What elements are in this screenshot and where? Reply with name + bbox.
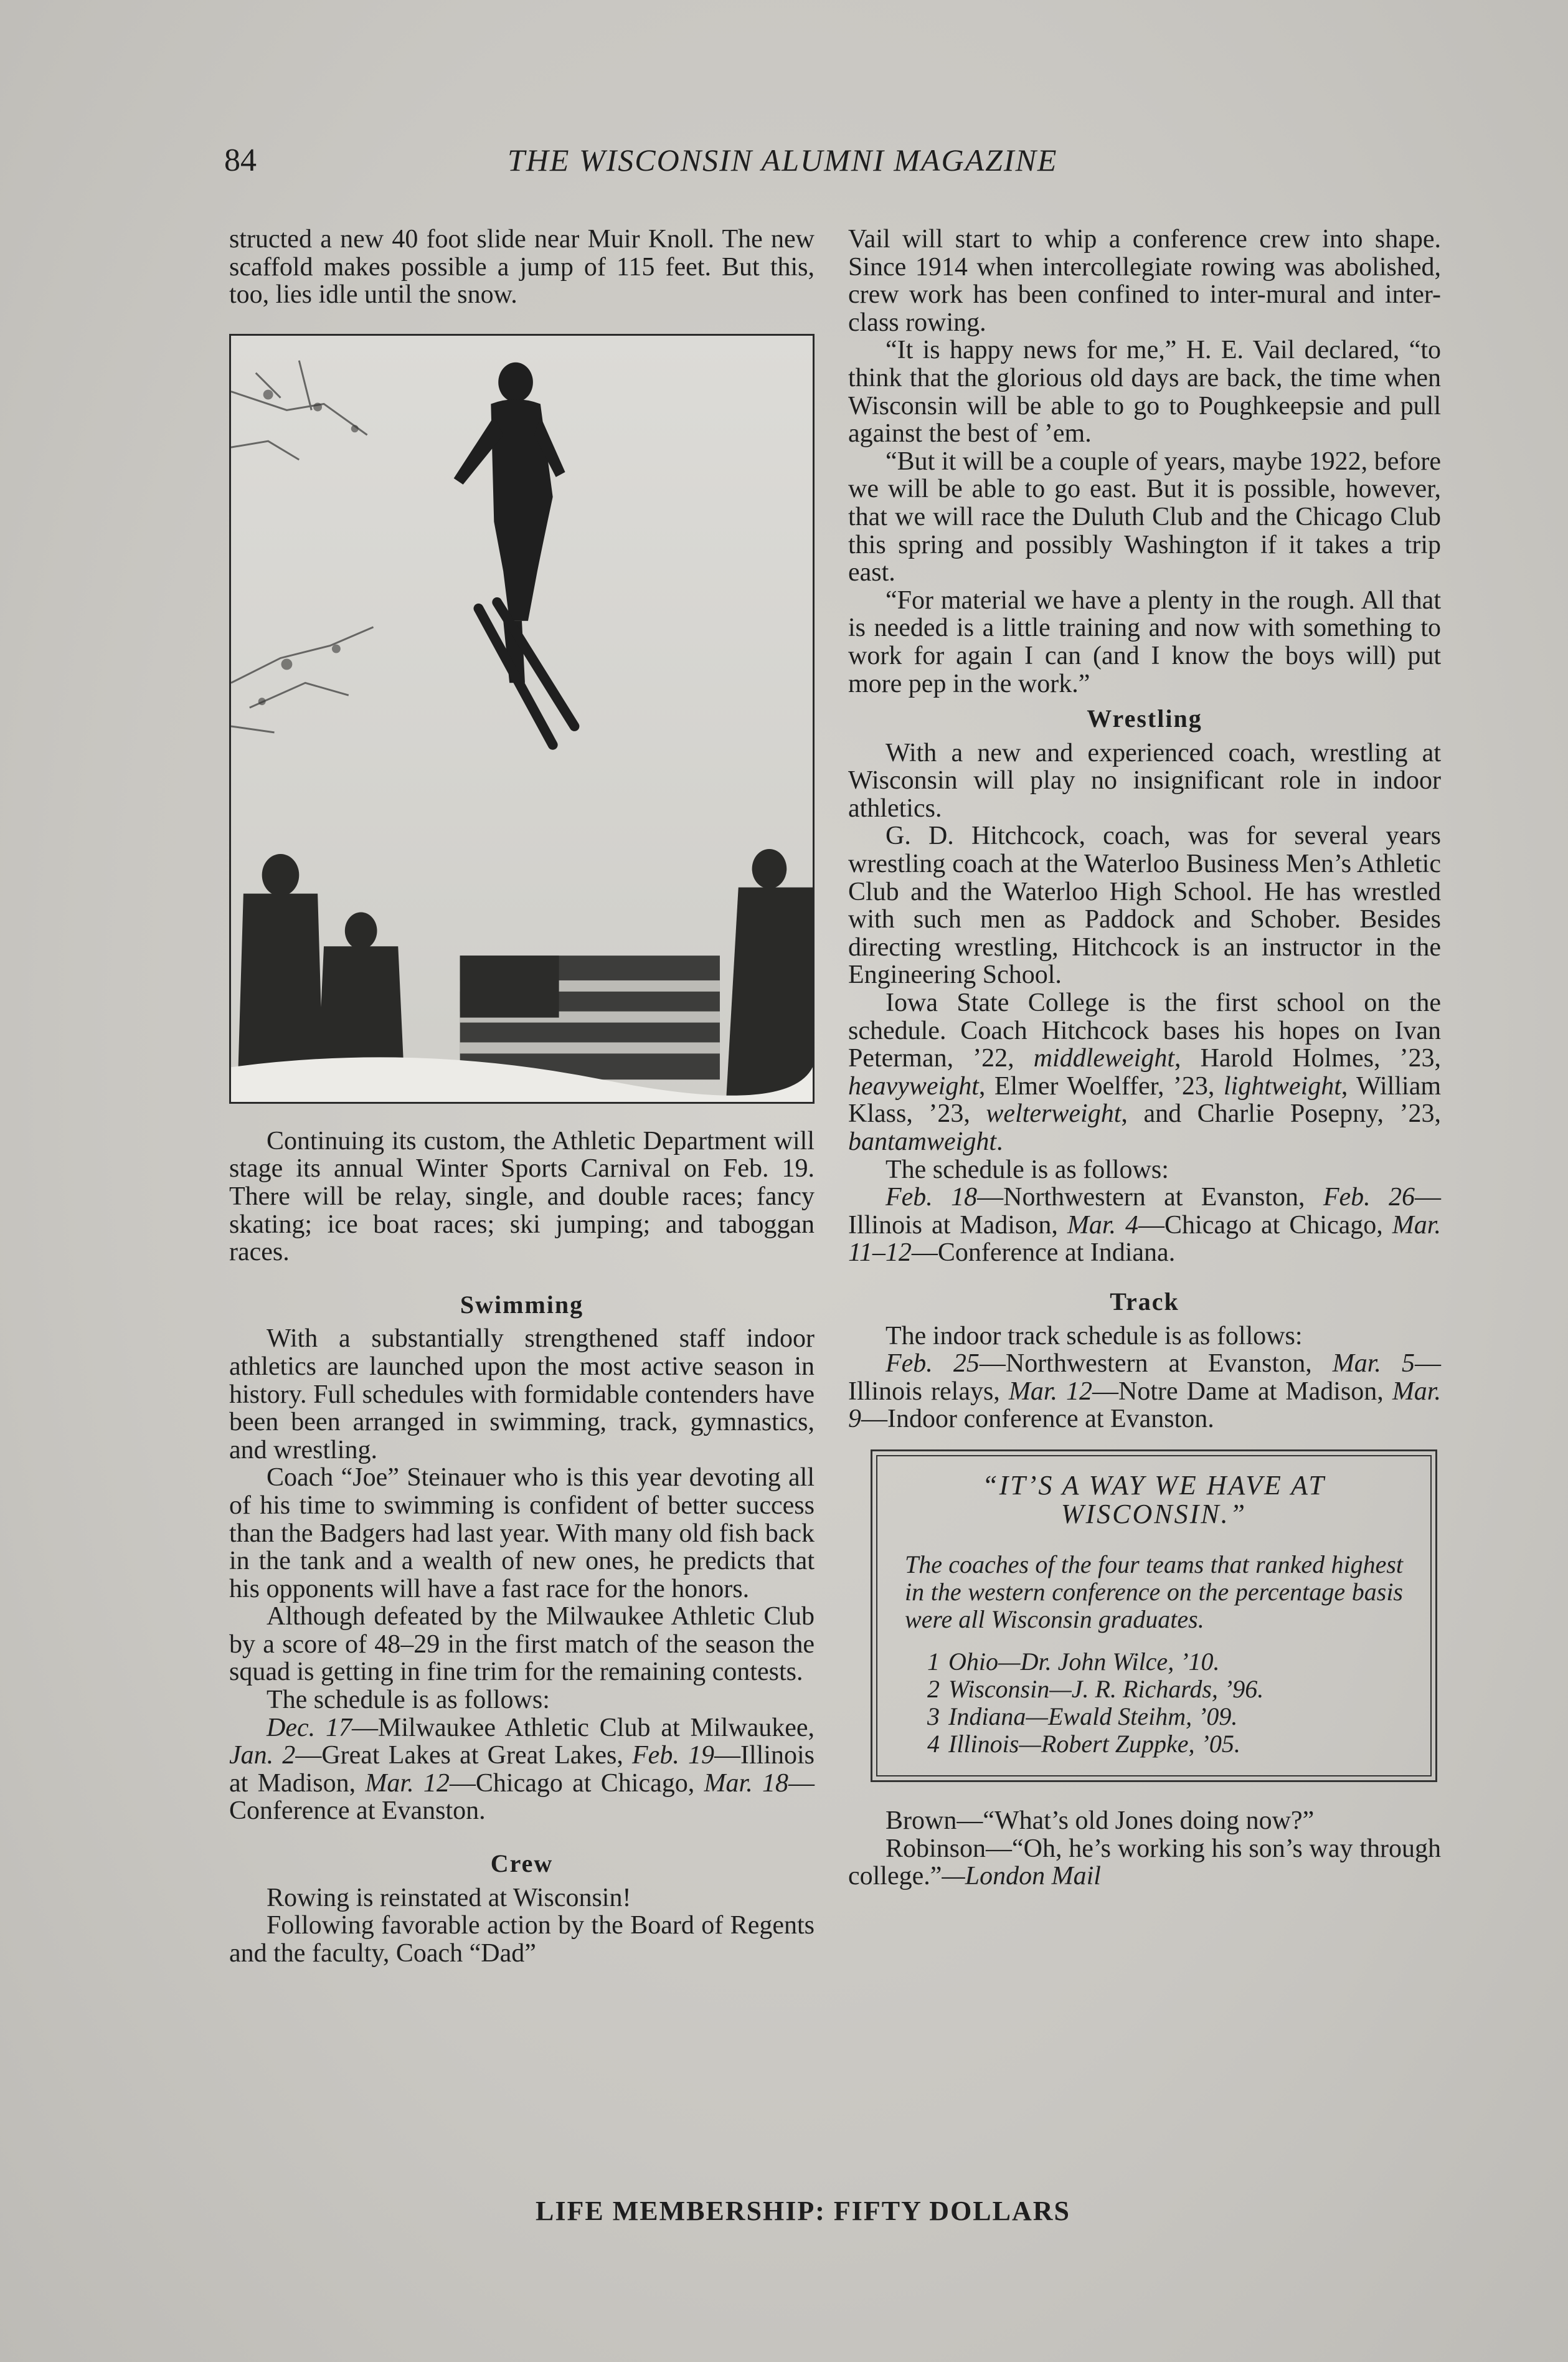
swimming-paragraph-1: With a substantially strengthened staff indoor athletics are launched upon the most active season in history. Full schedules with formidable contenders have been been arranged in swimming, track, gymnastics, and wrestling. (229, 1324, 815, 1464)
left-column (229, 225, 815, 1967)
wp3-f: lightweight (1223, 1071, 1341, 1101)
crew-paragraph-1: Rowing is reinstated at Wisconsin! (267, 1883, 631, 1912)
coach-text: Ohio—Dr. John Wilce, ’10. (948, 1647, 1220, 1676)
swim-event-5: —Conference at Evanston. (229, 1768, 815, 1826)
crew-heading: Crew (490, 1849, 554, 1878)
swim-event-3: —Illinois at Madison, (229, 1741, 815, 1798)
wrestle-date-3: Mar. 4 (1067, 1210, 1139, 1240)
swimming-schedule (229, 1714, 815, 1825)
ski-jumper-image (231, 336, 813, 1102)
track-event-2: —Illinois relays, (848, 1349, 1441, 1406)
carnival-paragraph: Continuing its custom, the Athletic Department will stage its annual Winter Sports Carnival on Feb. 19. There will be relay, single, and double races; fancy skating; ice boat races; ski jumping; and taboggan races. (229, 1126, 815, 1267)
swim-date-3: Feb. 19 (632, 1741, 714, 1770)
magazine-title: THE WISCONSIN ALUMNI MAGAZINE (508, 143, 1058, 178)
joke-line-2 (848, 1835, 1441, 1890)
wisconsin-coaches-box (871, 1449, 1437, 1782)
page-header (224, 142, 1457, 186)
wp3-b: middleweight (1033, 1044, 1175, 1073)
wp3-c: , Harold Holmes, ’23, (1174, 1044, 1441, 1073)
swim-date-5: Mar. 18 (704, 1768, 789, 1798)
track-schedule (848, 1350, 1441, 1433)
coach-rank: 3 (927, 1702, 940, 1730)
track-date-2: Mar. 5 (1332, 1349, 1415, 1378)
wp3-e: , Elmer Woelffer, ’23, (978, 1071, 1224, 1101)
track-paragraph-1: The indoor track schedule is as follows: (886, 1321, 1303, 1350)
wp3-h: welterweight (986, 1099, 1122, 1129)
wrestling-schedule-intro: The schedule is as follows: (886, 1155, 1169, 1184)
vail-quote-2: “But it will be a couple of years, maybe 1922, before we will be able to go east. But it is possible, however, that we will race the Duluth Club and the Chicago Club this spring and possibly Washington if it takes a trip east. (848, 447, 1441, 587)
coach-item (927, 1730, 1403, 1758)
swimming-schedule-intro: The schedule is as follows: (267, 1686, 550, 1715)
wrestling-paragraph-1: With a new and experienced coach, wrestling at Wisconsin will play no insignificant role in indoor athletics. (848, 738, 1441, 823)
wp3-g: , William Klass, ’23, (848, 1071, 1442, 1129)
intro-paragraph: structed a new 40 foot slide near Muir Knoll. The new scaffold makes possible a jump of 115 feet. But this, too, lies idle until the snow. (229, 225, 815, 310)
track-date-1: Feb. 25 (886, 1349, 980, 1378)
crew-paragraph-2: Following favorable action by the Board of Regents and the faculty, Coach “Dad” (229, 1911, 815, 1968)
joke-source: —London Mail (942, 1862, 1101, 1891)
swim-date-4: Mar. 12 (365, 1768, 450, 1798)
coach-rank: 2 (927, 1674, 940, 1703)
track-event-1: —Northwestern at Evanston, (979, 1349, 1333, 1378)
wrestle-date-2: Feb. 26 (1323, 1183, 1415, 1212)
coach-item (927, 1703, 1403, 1730)
wrestle-date-4: Mar. 11–12 (848, 1210, 1441, 1268)
swimming-paragraph-2: Coach “Joe” Steinauer who is this year devoting all of his time to swimming is confident of better success than the Badgers had last year. With many old fish back in the tank and a wealth of new ones, he predicts that his opponents will have a fast race for the honors. (229, 1463, 815, 1603)
page-footer: LIFE MEMBERSHIP: FIFTY DOLLARS (536, 2196, 1071, 2226)
wrestling-heading: Wrestling (1087, 704, 1202, 733)
swim-event-2: —Great Lakes at Great Lakes, (295, 1741, 633, 1770)
wp3-j: bantamweight (848, 1127, 996, 1156)
coach-text: Indiana—Ewald Steihm, ’09. (948, 1702, 1238, 1730)
joke-line-2-text: Robinson—“Oh, he’s working his son’s way through college.” (848, 1834, 1441, 1891)
vail-quote-1: “It is happy news for me,” H. E. Vail declared, “to think that the glorious old days are back, the time when Wisconsin will be able to go to Poughkeepsie and pull against the best of ’em. (848, 336, 1441, 448)
wrestle-event-3: —Chicago at Chicago, (1138, 1210, 1392, 1240)
coach-rank: 1 (927, 1647, 940, 1676)
coach-item (927, 1648, 1403, 1676)
swimming-heading: Swimming (460, 1290, 584, 1319)
wp3-i: , and Charlie Posepny, ’23, (1121, 1099, 1441, 1129)
ski-jump-photo (229, 334, 815, 1104)
crew-continuation: Vail will start to whip a conference crew into shape. Since 1914 when intercollegiate rowing was abolished, crew work has been confined to inter-mural and inter-class rowing. (848, 225, 1441, 337)
track-date-3: Mar. 12 (1008, 1377, 1093, 1406)
wisconsin-coaches-box-inner (876, 1455, 1432, 1776)
wrestling-paragraph-3 (848, 989, 1441, 1156)
coach-item (927, 1676, 1403, 1703)
wrestle-event-4: —Conference at Indiana. (911, 1238, 1176, 1268)
wrestling-schedule (848, 1183, 1441, 1267)
wp3-a: Iowa State College is the first school on the schedule. Coach Hitchcock bases his hopes on Ivan Peterman, ’22, (848, 989, 1441, 1073)
track-heading: Track (1110, 1287, 1179, 1316)
swimming-paragraph-3: Although defeated by the Milwaukee Athletic Club by a score of 48–29 in the first match of the season the squad is getting in fine trim for the remaining contests. (229, 1602, 815, 1687)
wp3-d: heavyweight (848, 1071, 979, 1101)
swim-event-1: —Milwaukee Athletic Club at Milwaukee, (352, 1713, 815, 1742)
box-title: “IT’S A WAY WE HAVE AT WISCONSIN.” (982, 1469, 1326, 1529)
track-event-3: —Notre Dame at Madison, (1092, 1377, 1392, 1406)
wrestle-event-1: —Northwestern at Evanston, (977, 1183, 1323, 1212)
joke-line-1: Brown—“What’s old Jones doing now?” (886, 1806, 1315, 1835)
swim-date-2: Jan. 2 (229, 1741, 296, 1770)
coach-rank: 4 (927, 1729, 940, 1758)
vail-quote-3: “For material we have a plenty in the rough. All that is needed is a little training and now with something to work for again I can (and I know the boys will) put more pep in the work.” (848, 586, 1441, 698)
swim-event-4: —Chicago at Chicago, (449, 1768, 704, 1798)
track-date-4: Mar. 9 (848, 1377, 1441, 1434)
wp3-k: . (996, 1127, 1003, 1156)
page-number: 84 (224, 143, 257, 178)
wrestle-event-2: —Illinois at Madison, (848, 1183, 1442, 1240)
box-body: The coaches of the four teams that ranked highest in the western conference on the percentage basis were all Wisconsin graduates. (905, 1550, 1403, 1633)
coach-text: Wisconsin—J. R. Richards, ’96. (948, 1674, 1264, 1703)
wrestling-paragraph-2: G. D. Hitchcock, coach, was for several years wrestling coach at the Waterloo Business Men’s Athletic Club and the Waterloo High School. He has wrestled with such men as Paddock and Schober. Besides directing wrestling, Hitchcock is an instructor in the Engineering School. (848, 822, 1441, 990)
coach-text: Illinois—Robert Zuppke, ’05. (948, 1729, 1240, 1758)
swim-date-1: Dec. 17 (267, 1713, 352, 1742)
right-column (848, 225, 1441, 1890)
coaches-list (905, 1648, 1403, 1758)
track-event-4: —Indoor conference at Evanston. (861, 1405, 1214, 1434)
wrestle-date-1: Feb. 18 (886, 1183, 978, 1212)
